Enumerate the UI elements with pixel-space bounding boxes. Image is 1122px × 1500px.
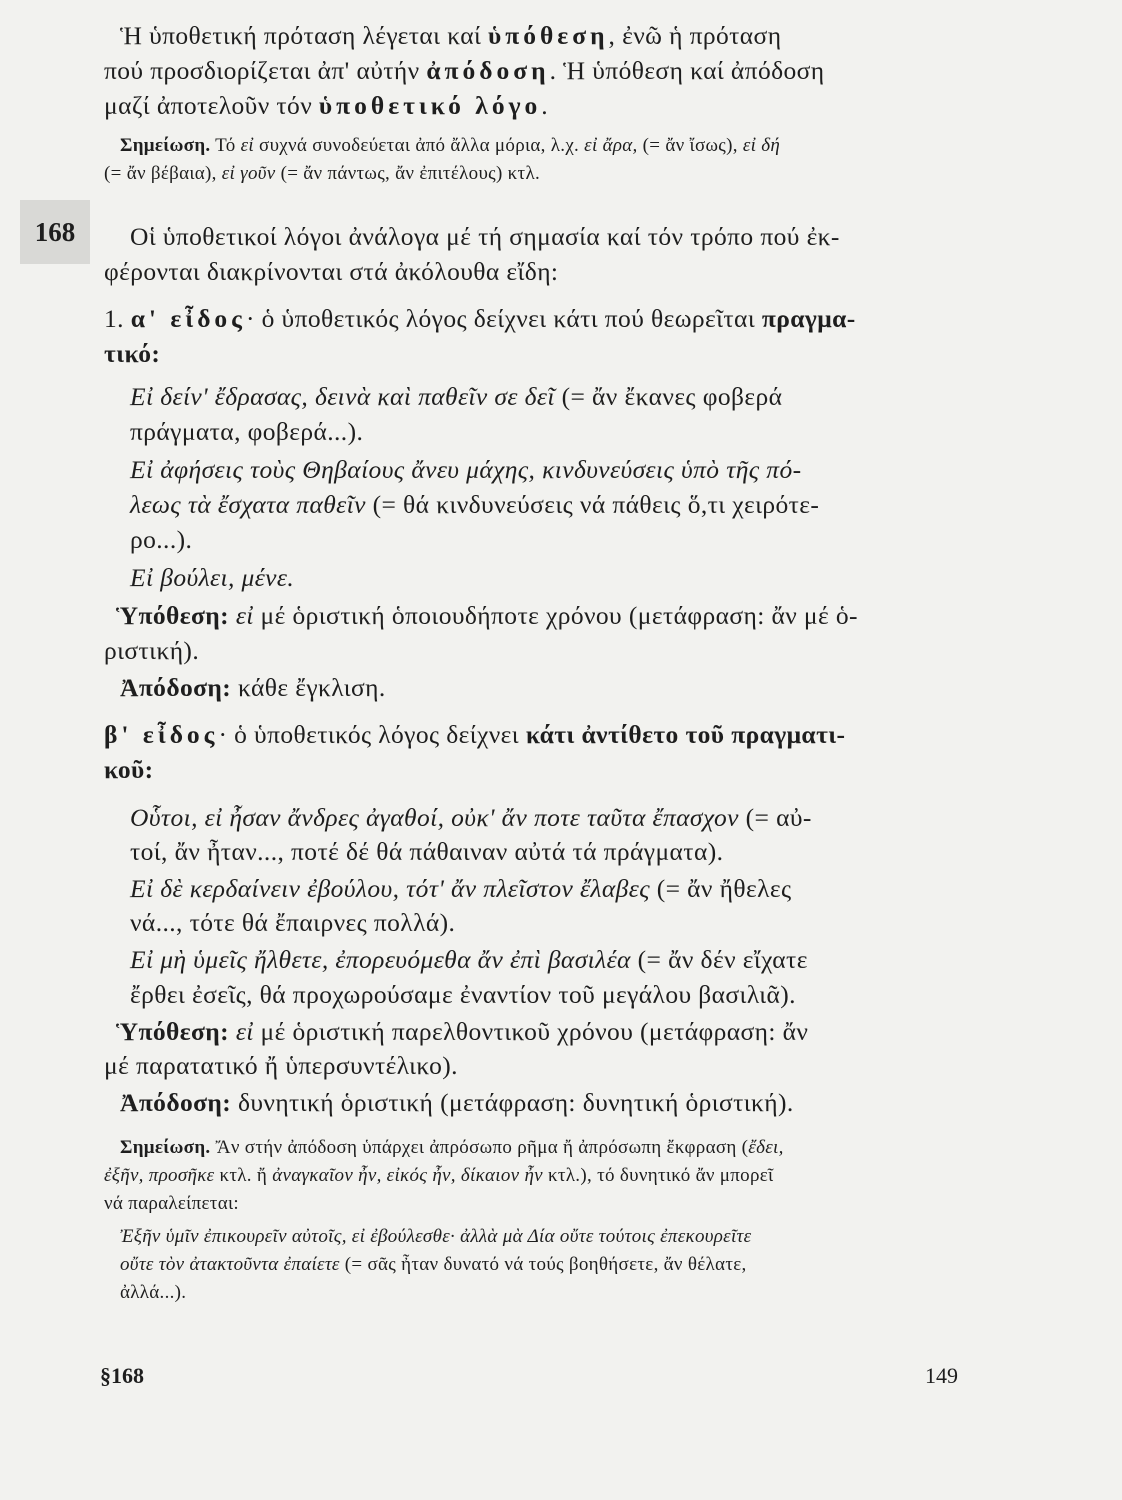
beta-type-line-1: β' εἶδος· ὁ ὑποθετικός λόγος δείχνει κάτι ἀντίθετο τοῦ πραγματι- bbox=[104, 720, 846, 749]
note-2-example-line-3: ἀλλά...). bbox=[120, 1282, 187, 1303]
note-2-example-line-2: οὔτε τὸν ἀτακτοῦντα ἐπαίετε (= σᾶς ἦταν δυνατό νά τούς βοηθήσετε, ἄν θέλατε, bbox=[120, 1254, 747, 1275]
beta-example-3-line-1: Εἰ μὴ ὑμεῖς ἤλθετε, ἐπορευόμεθα ἄν ἐπὶ βασιλέα (= ἄν δέν εἴχατε bbox=[130, 945, 808, 974]
note-1-line-2: (= ἄν βέβαια), εἰ γοῦν (= ἄν πάντως, ἄν ἐπιτέλους) κτλ. bbox=[104, 163, 541, 184]
beta-example-2-line-2: νά..., τότε θά ἔπαιρνες πολλά). bbox=[130, 908, 456, 937]
note-2-example-line-1: Ἐξῆν ὑμῖν ἐπικουρεῖν αὐτοῖς, εἰ ἐβούλεσθε· ἀλλὰ μὰ Δία οὔτε τούτοις ἐπεκουρεῖτε bbox=[120, 1226, 752, 1247]
beta-hypothesis-line-1: Ὑπόθεση: εἰ μέ ὁριστική παρελθοντικοῦ χρόνου (μετάφραση: ἄν bbox=[116, 1017, 809, 1046]
intro-line-1: Ἡ ὑποθετική πρόταση λέγεται καί ὑπόθεση, ἐνῶ ἡ πρόταση bbox=[120, 21, 782, 50]
beta-example-2-line-1: Εἰ δὲ κερδαίνειν ἐβούλου, τότ' ἄν πλεῖστον ἔλαβες (= ἄν ἤθελες bbox=[130, 874, 792, 903]
beta-apodosis: Ἀπόδοση: δυνητική ὁριστική (μετάφραση: δυνητική ὁριστική). bbox=[120, 1088, 794, 1117]
alpha-example-1-line-2: πράγματα, φοβερά...). bbox=[130, 417, 364, 446]
alpha-type-line-1: 1. α' εἶδος· ὁ ὑποθετικός λόγος δείχνει κάτι πού θεωρεῖται πραγμα- bbox=[104, 304, 856, 333]
beta-example-3-line-2: ἔρθει ἐσεῖς, θά προχωρούσαμε ἐναντίον τοῦ μεγάλου βασιλιᾶ). bbox=[130, 980, 796, 1009]
intro-line-3: μαζί ἀποτελοῦν τόν ὑποθετικό λόγο. bbox=[104, 91, 549, 120]
beta-type-line-2: κοῦ: bbox=[104, 755, 154, 784]
section-168-line-1: Οἱ ὑποθετικοί λόγοι ἀνάλογα μέ τή σημασία καί τόν τρόπο πού ἐκ- bbox=[130, 222, 840, 251]
section-number: 168 bbox=[34, 216, 76, 247]
alpha-example-2-line-2: λεως τὰ ἔσχατα παθεῖν (= θά κινδυνεύσεις νά πάθεις ὅ,τι χειρότε- bbox=[130, 490, 820, 519]
beta-hypothesis-line-2: μέ παρατατικό ἤ ὑπερσυντέλικο). bbox=[104, 1051, 458, 1080]
footer-section-ref: §168 bbox=[100, 1363, 144, 1388]
alpha-hypothesis-line-2: ριστική). bbox=[104, 636, 200, 665]
section-168-line-2: φέρονται διακρίνονται στά ἀκόλουθα εἴδη: bbox=[104, 257, 559, 286]
note-2-line-3: νά παραλείπεται: bbox=[104, 1193, 239, 1214]
note-2-line-2: ἐξῆν, προσῆκε κτλ. ἤ ἀναγκαῖον ἦν, εἰκός ἦν, δίκαιον ἦν κτλ.), τό δυνητικό ἄν μπορεῖ bbox=[104, 1165, 774, 1186]
beta-example-1-line-2: τοί, ἄν ἦταν..., ποτέ δέ θά πάθαιναν αὐτά τά πράγματα). bbox=[130, 837, 724, 866]
alpha-example-2-line-3: ρο...). bbox=[130, 525, 193, 554]
alpha-example-1-line-1: Εἰ δείν' ἔδρασας, δεινὰ καὶ παθεῖν σε δεῖ (= ἄν ἔκανες φοβερά bbox=[130, 382, 783, 411]
beta-example-1-line-1: Οὗτοι, εἰ ἦσαν ἄνδρες ἀγαθοί, οὐκ' ἄν ποτε ταῦτα ἔπασχον (= αὐ- bbox=[130, 803, 812, 832]
alpha-example-2-line-1: Εἰ ἀφήσεις τοὺς Θηβαίους ἄνευ μάχης, κινδυνεύσεις ὑπὸ τῆς πό- bbox=[130, 455, 802, 484]
page-number: 149 bbox=[925, 1363, 958, 1388]
alpha-apodosis: Ἀπόδοση: κάθε ἔγκλιση. bbox=[120, 673, 386, 702]
section-number-box bbox=[20, 200, 90, 264]
alpha-hypothesis-line-1: Ὑπόθεση: εἰ μέ ὁριστική ὁποιουδήποτε χρόνου (μετάφραση: ἄν μέ ὁ- bbox=[116, 601, 858, 630]
note-1-line-1: Σημείωση. Τό εἰ συχνά συνοδεύεται ἀπό ἄλλα μόρια, λ.χ. εἰ ἄρα, (= ἄν ἴσως), εἰ δή bbox=[120, 135, 781, 156]
alpha-example-3: Εἰ βούλει, μένε. bbox=[130, 563, 295, 592]
intro-line-2: πού προσδιορίζεται ἀπ' αὐτήν ἀπόδοση. Ἡ ὑπόθεση καί ἀπόδοση bbox=[104, 56, 825, 85]
alpha-type-line-2: τικό: bbox=[104, 339, 161, 368]
note-2-line-1: Σημείωση. Ἄν στήν ἀπόδοση ὑπάρχει ἀπρόσωπο ρῆμα ἤ ἀπρόσωπη ἔκφραση (ἔδει, bbox=[120, 1137, 784, 1158]
